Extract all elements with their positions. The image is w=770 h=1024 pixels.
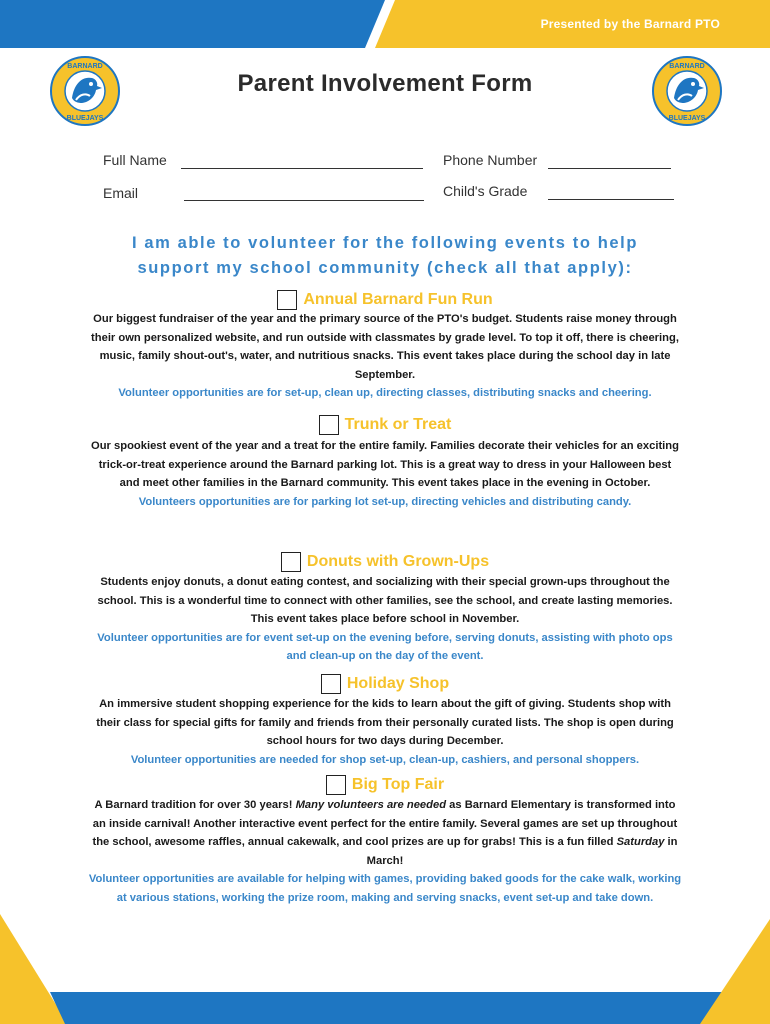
- intro-heading: [60, 231, 710, 281]
- phone-label: Phone Number: [443, 152, 538, 168]
- logo-text-bottom: BLUEJAYS: [668, 115, 706, 122]
- page-title: Parent Involvement Form: [237, 70, 533, 97]
- fun-run-checkbox[interactable]: [277, 290, 297, 310]
- grade-input[interactable]: [548, 199, 674, 200]
- phone-input[interactable]: [548, 168, 671, 169]
- big-top-fair-description: [88, 796, 682, 907]
- bottom-banner: [0, 914, 770, 1024]
- big-top-fair-checkbox[interactable]: [326, 775, 346, 795]
- full-name-input[interactable]: [181, 168, 423, 169]
- big-top-fair-text-italic: Many volunteers are needed: [295, 799, 447, 811]
- intro-line-1: I am able to volunteer for the following events to help: [131, 234, 639, 252]
- intro-line-2: support my school community (check all that apply):: [137, 259, 633, 277]
- holiday-shop-description: [88, 695, 682, 769]
- trunk-or-treat-volunteer: Volunteers opportunities are for parking lot set-up, directing vehicles and distributing candy.: [138, 495, 632, 508]
- donuts-description: [88, 573, 682, 666]
- logo-text-top: BARNARD: [67, 63, 103, 70]
- fun-run-volunteer: Volunteer opportunities are for set-up, clean up, directing classes, distributing snacks and cheering.: [118, 387, 652, 399]
- event-header-trunk-or-treat: [0, 415, 770, 439]
- big-top-fair-text-italic2: Saturday: [616, 836, 665, 848]
- fun-run-title: Annual Barnard Fun Run: [303, 291, 493, 308]
- trunk-or-treat-description: [88, 437, 682, 511]
- email-label: Email: [103, 185, 139, 201]
- holiday-shop-title: Holiday Shop: [346, 675, 450, 692]
- holiday-shop-checkbox[interactable]: [321, 674, 341, 694]
- donuts-text: Students enjoy donuts, a donut eating contest, and socializing with their special grown-ups throughout the school. This is a wonderful time to connect with other families, see the school, and create lasting memories. This event takes place before school in November.: [97, 576, 673, 625]
- presented-by-text: Presented by the Barnard PTO: [540, 17, 720, 31]
- logo-text-top: BARNARD: [669, 63, 705, 70]
- grade-label: Child's Grade: [443, 183, 528, 199]
- big-top-fair-text-a: A Barnard tradition for over 30 years!: [94, 799, 296, 811]
- donuts-title: Donuts with Grown-Ups: [306, 553, 490, 570]
- trunk-or-treat-text: Our spookiest event of the year and a treat for the entire family. Families decorate their vehicles for an exciting trick-or-treat experience around the Barnard parking lot. This is a great way to dress in your Halloween best and meet other families in the Barnard community. This event takes place in the evening in October.: [91, 440, 679, 489]
- fun-run-description: [88, 310, 682, 403]
- holiday-shop-text: An immersive student shopping experience for the kids to learn about the gift of giving. Students shop with their class for special gifts for family and friends from their personally curated lists. The shop is open during school hours for two days during December.: [96, 698, 674, 747]
- big-top-fair-text-c: in March!: [366, 836, 678, 867]
- big-top-fair-title: Big Top Fair: [351, 776, 445, 793]
- fun-run-text: Our biggest fundraiser of the year and the primary source of the PTO's budget. Students raise money through their own personalized website, and run outside with classmates by grade level. To top it off, there is cheering, music, family shout-out's, water, and nutritious snacks. This event takes place during the school day in late September.: [91, 313, 679, 381]
- big-top-fair-volunteer: Volunteer opportunities are available for helping with games, providing baked goods for the cake walk, working at various stations, working the prize room, making and serving snacks, event set-up and take down.: [88, 873, 682, 904]
- full-name-label: Full Name: [103, 152, 167, 168]
- logo-text-bottom: BLUEJAYS: [66, 115, 104, 122]
- donuts-volunteer: Volunteer opportunities are for event set-up on the evening before, serving donuts, assisting with photo ops and clean-up on the day of the event.: [97, 631, 673, 662]
- holiday-shop-volunteer: Volunteer opportunities are needed for shop set-up, clean-up, cashiers, and personal shoppers.: [130, 753, 640, 766]
- trunk-or-treat-title: Trunk or Treat: [344, 416, 452, 433]
- email-input[interactable]: [184, 200, 424, 201]
- trunk-or-treat-checkbox[interactable]: [319, 415, 339, 435]
- donuts-checkbox[interactable]: [281, 552, 301, 572]
- big-top-fair-text-b: as Barnard Elementary is transformed into an inside carnival! Another interactive event perfect for the entire family. Several games are set up throughout the school, awesome raffles, annual cakewalk, and cool prizes are up for grabs! This is a fun filled: [92, 799, 678, 848]
